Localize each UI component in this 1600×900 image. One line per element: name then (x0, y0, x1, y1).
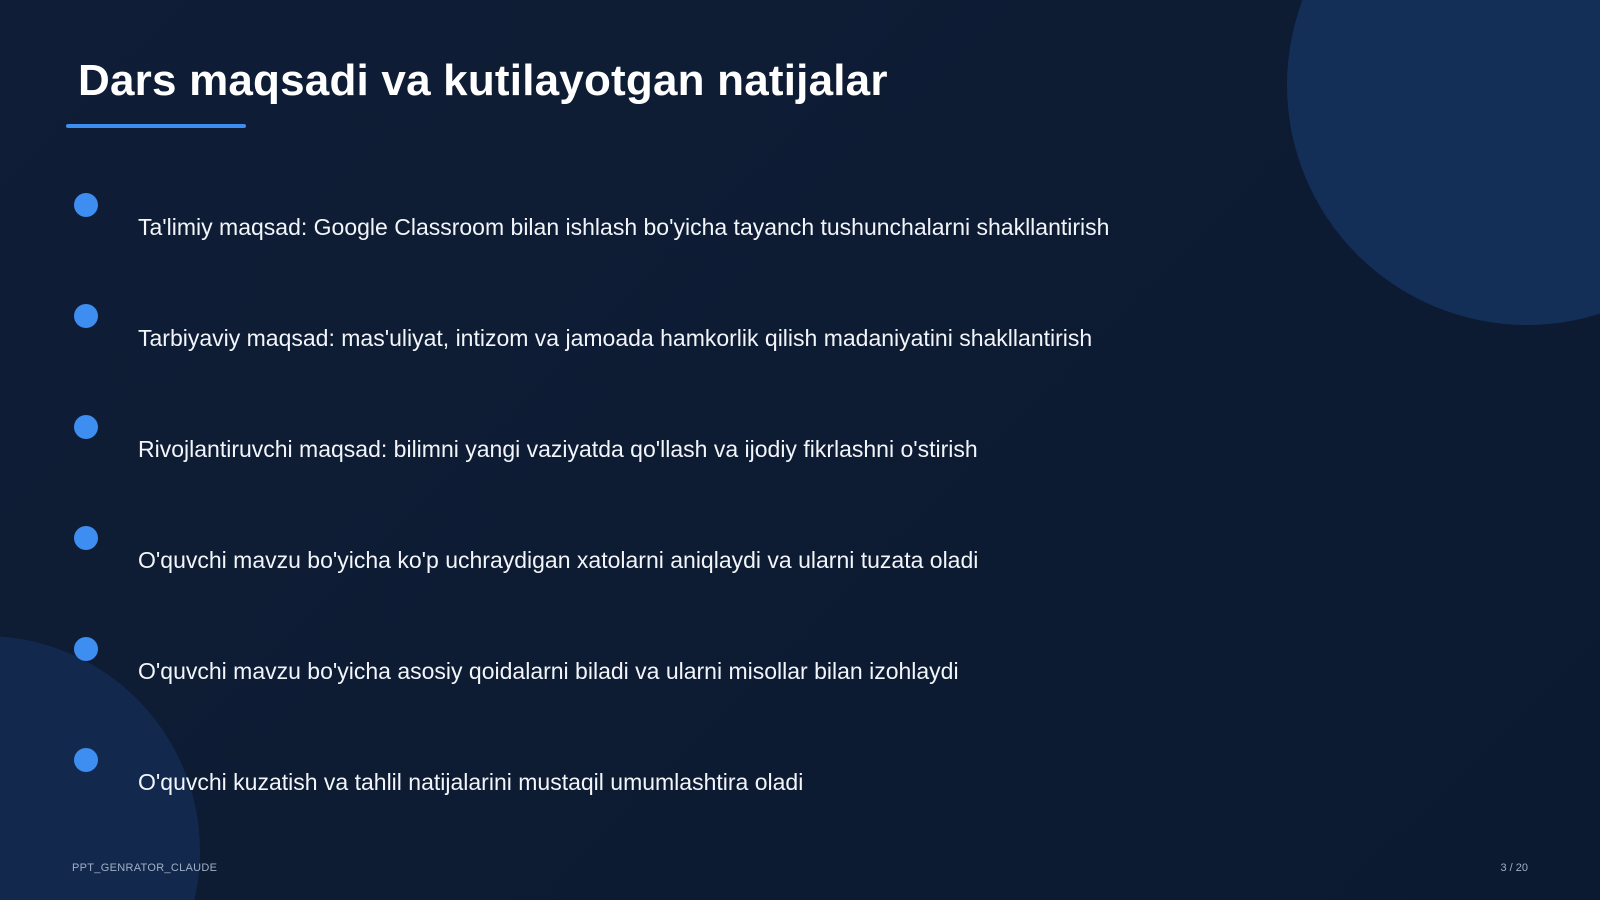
decorative-circle-top-right (1287, 0, 1600, 325)
bullet-text: O'quvchi mavzu bo'yicha asosiy qoidalarni biladi va ularni misollar bilan izohlaydi (138, 658, 959, 684)
footer-source-label: PPT_GENRATOR_CLAUDE (72, 862, 218, 874)
list-item (0, 304, 1260, 364)
bullet-text: Ta'limiy maqsad: Google Classroom bilan ishlash bo'yicha tayanch tushunchalarni shakllantirish (138, 214, 1110, 240)
bullet-dot-icon (74, 637, 98, 661)
bullet-text: Tarbiyaviy maqsad: mas'uliyat, intizom va jamoada hamkorlik qilish madaniyatini shakllantirish (138, 325, 1093, 351)
bullet-dot-icon (74, 526, 98, 550)
bullet-text: Rivojlantiruvchi maqsad: bilimni yangi vaziyatda qo'llash va ijodiy fikrlashni o'stirish (138, 436, 978, 462)
list-item (0, 637, 1260, 697)
list-item (0, 748, 1260, 808)
list-item (0, 193, 1260, 253)
bullet-text: O'quvchi kuzatish va tahlil natijalarini mustaqil umumlashtira oladi (138, 769, 804, 795)
bullet-text: O'quvchi mavzu bo'yicha ko'p uchraydigan xatolarni aniqlaydi va ularni tuzata oladi (138, 547, 979, 573)
bullet-dot-icon (74, 193, 98, 217)
list-item (0, 415, 1260, 475)
title-underline (66, 124, 246, 128)
page-number: 3 / 20 (1500, 862, 1528, 874)
list-item (0, 526, 1260, 586)
bullet-dot-icon (74, 304, 98, 328)
slide-title: Dars maqsadi va kutilayotgan natijalar (78, 56, 888, 105)
bullet-dot-icon (74, 415, 98, 439)
bullet-dot-icon (74, 748, 98, 772)
